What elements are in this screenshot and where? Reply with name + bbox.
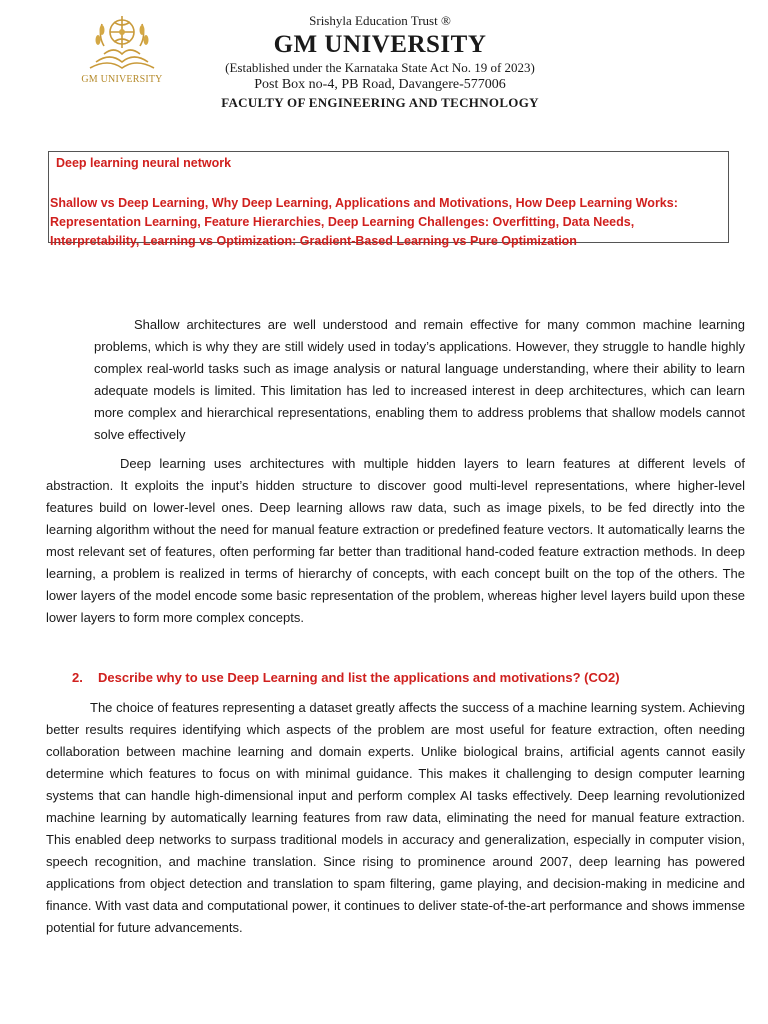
letterhead [190, 12, 570, 112]
topic-box [48, 151, 729, 248]
university-name: GM UNIVERSITY [273, 31, 487, 58]
faculty-name: FACULTY OF ENGINEERING AND TECHNOLOGY [221, 95, 539, 110]
logo-caption: GM UNIVERSITY [81, 74, 163, 85]
topic-title: Deep learning neural network [56, 156, 232, 170]
question-number: 2. [72, 670, 83, 685]
establishment-note: (Established under the Karnataka State Act No. 19 of 2023) [225, 60, 535, 75]
paragraph-why-deep-learning: The choice of features representing a dataset greatly affects the success of a machine learning system. Achieving better results requires identifying which aspects of the problem are most useful for feature extraction, often needing collaboration between machine learning and domain experts. Unlike biological brains, artificial agents cannot easily determine which features to focus on with minimal guidance. This makes it challenging to design computer learning systems that can handle high-dimensional input and perform complex AI tasks effectively. Deep learning revolutionized machine learning by automatically learning features from raw data, eliminating the need for manual feature extraction. This enabled deep networks to surpass traditional models in accuracy and generalization, especially in computer vision, speech recognition, and machine translation. Since rising to prominence around 2007, deep learning has powered applications from object detection and translation to spam filtering, game playing, and decision-making in medicine and finance. With vast data and computational power, it continues to deliver state-of-the-art performance and shows immense potential for future advancements. [46, 700, 745, 935]
postal-address: Post Box no-4, PB Road, Davangere-577006 [254, 77, 506, 92]
trust-name: Srishyla Education Trust ® [309, 13, 451, 28]
question-2-heading [72, 668, 722, 688]
question-text: Describe why to use Deep Learning and list the applications and motivations? (CO2) [98, 670, 620, 685]
topic-list: Shallow vs Deep Learning, Why Deep Learning, Applications and Motivations, How Deep Learning Works: Representation Learning, Feature Hierarchies, Deep Learning Challenges: Overfitting, Data Needs, Interpretability, Learning vs Optimization: Gradient-Based Learning vs Pure Optimization [50, 196, 678, 248]
paragraph-deep-learning-overview: Deep learning uses architectures with multiple hidden layers to learn features at different levels of abstraction. It exploits the input’s hidden structure to discover good multi-level representations, where higher-level features build on lower-level ones. Deep learning allows raw data, such as image pixels, to be fed directly into the learning algorithm without the need for manual feature extraction or predefined feature vectors. It automatically learns the most relevant set of features, often performing far better than traditional hand-coded feature extraction methods. In deep learning, a problem is realized in terms of hierarchy of concepts, with each concept built on the top of the others. The lower layers of the model encode some basic representation of the problem, whereas higher level layers build upon these lower layers to form more complex concepts. [46, 456, 745, 625]
paragraph-shallow-architectures: Shallow architectures are well understood and remain effective for many common machine learning problems, which is why they are still widely used in today’s applications. However, they struggle to handle highly complex real-world tasks such as image analysis or natural language understanding, where their ability to learn adequate models is limited. This limitation has led to increased interest in deep architectures, which can learn more complex and hierarchical representations, enabling them to address problems that shallow models cannot solve effectively [94, 317, 745, 442]
